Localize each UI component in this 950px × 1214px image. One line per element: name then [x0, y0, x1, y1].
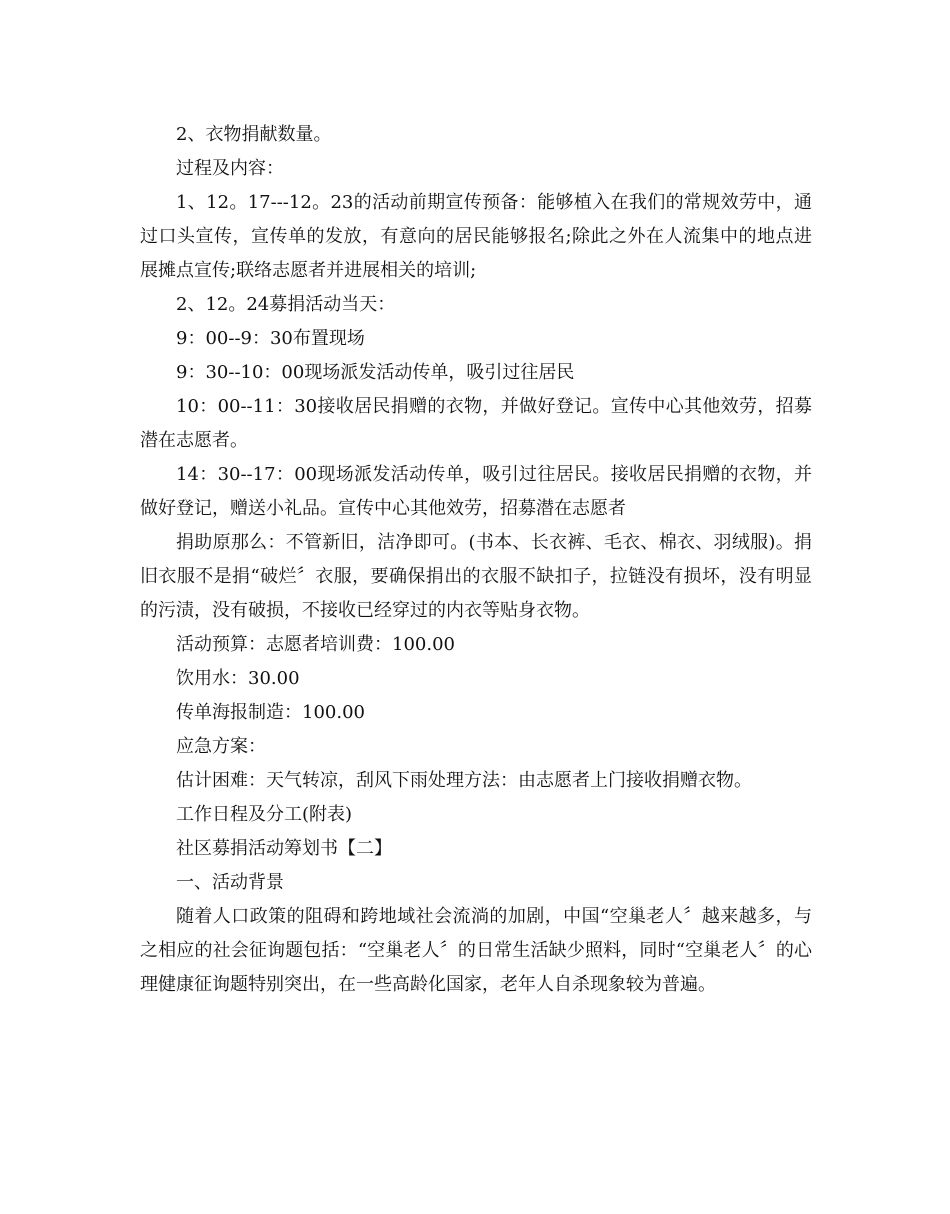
paragraph-schedule-afternoon: 14：30--17：00现场派发活动传单，吸引过往居民。接收居民捐赠的衣物，并做好登记，赠送小礼品。宣传中心其他效劳，招募潜在志愿者	[140, 464, 812, 519]
paragraph-emergency-plan: 估计困难：天气转凉，刮风下雨处理方法：由志愿者上门接收捐赠衣物。	[176, 770, 752, 791]
paragraph-work-schedule: 工作日程及分工(附表)	[176, 804, 353, 825]
paragraph-background-body: 随着人口政策的阻碍和跨地域社会流淌的加剧，中国“空巢老人〞越来越多，与之相应的社会征询题包括：“空巢老人〞的日常生活缺少照料，同时“空巢老人〞的心理健康征询题特别突出，在一些高龄化国家，老年人自杀现象较为普遍。	[140, 906, 812, 995]
paragraph-emergency-heading: 应急方案：	[176, 736, 266, 757]
paragraph-section-two-title: 社区募捐活动筹划书【二】	[176, 838, 392, 859]
paragraph-schedule-setup: 9：00--9：30布置现场	[176, 328, 365, 349]
paragraph-schedule-morning: 10：00--11：30接收居民捐赠的衣物，并做好登记。宣传中心其他效劳，招募潜在志愿者。	[140, 396, 812, 451]
paragraph-budget-posters: 传单海报制造：100.00	[176, 702, 365, 723]
paragraph-event-day: 2、12。24募捐活动当天：	[176, 294, 396, 315]
paragraph-budget-training: 活动预算：志愿者培训费：100.00	[176, 634, 455, 655]
paragraph-process-heading: 过程及内容：	[176, 158, 284, 179]
paragraph-preparation: 1、12。17---12。23的活动前期宣传预备：能够植入在我们的常规效劳中，通过口头宣传，宣传单的发放，有意向的居民能够报名;除此之外在人流集中的地点进展摊点宣传;联络志愿者并进展相关的培训;	[140, 192, 812, 281]
paragraph-donation-principles: 捐助原那么：不管新旧，洁净即可。(书本、长衣裤、毛衣、棉衣、羽绒服)。捐旧衣服不是捐“破烂〞衣服，要确保捐出的衣服不缺扣子，拉链没有损坏，没有明显的污渍，没有破损，不接收已经穿过的内衣等贴身衣物。	[140, 532, 812, 621]
paragraph-budget-water: 饮用水：30.00	[176, 668, 300, 689]
paragraph-donation-count: 2、衣物捐献数量。	[176, 124, 332, 145]
document-body	[140, 118, 812, 1002]
paragraph-schedule-flyers: 9：30--10：00现场派发活动传单，吸引过往居民	[176, 362, 575, 383]
paragraph-background-heading: 一、活动背景	[176, 872, 284, 893]
